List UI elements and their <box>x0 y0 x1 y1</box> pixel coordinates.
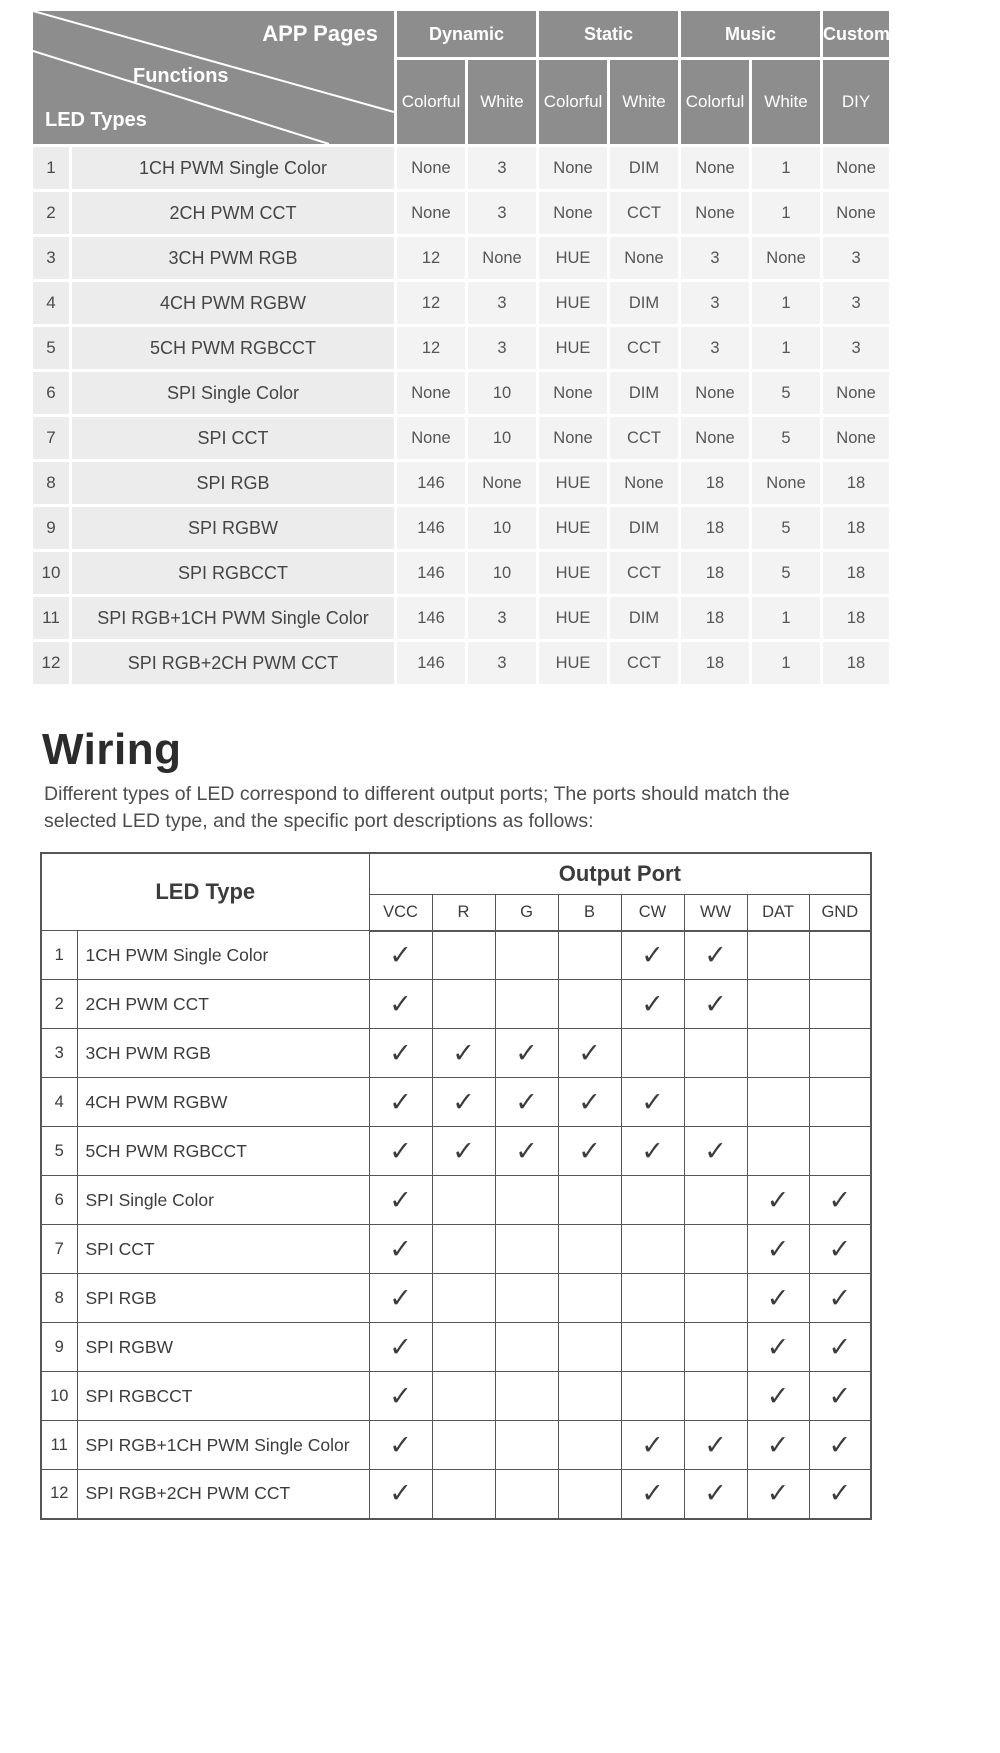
empty-port-cell <box>747 1029 809 1078</box>
led-type-name: SPI Single Color <box>72 372 394 414</box>
wiring-table-row <box>41 931 871 980</box>
empty-port-cell <box>432 1274 495 1323</box>
led-type-name: SPI RGBW <box>72 507 394 549</box>
app-table-row <box>33 462 889 504</box>
check-icon: ✓ <box>369 1470 432 1519</box>
empty-port-cell <box>684 1176 747 1225</box>
empty-port-cell <box>621 1029 684 1078</box>
check-icon: ✓ <box>369 1127 432 1176</box>
app-value-cell: 3 <box>468 192 536 234</box>
led-type-name: 1CH PWM Single Color <box>72 147 394 189</box>
row-number: 7 <box>41 1225 77 1274</box>
empty-port-cell <box>432 931 495 980</box>
app-value-cell: 10 <box>468 372 536 414</box>
check-icon: ✓ <box>369 1421 432 1470</box>
empty-port-cell <box>684 1029 747 1078</box>
empty-port-cell <box>621 1176 684 1225</box>
check-icon: ✓ <box>369 931 432 980</box>
app-value-cell: None <box>823 417 889 459</box>
row-number: 12 <box>33 642 69 684</box>
check-icon: ✓ <box>558 1078 621 1127</box>
app-value-cell: 18 <box>823 552 889 594</box>
app-value-cell: 18 <box>681 507 749 549</box>
check-icon: ✓ <box>809 1372 871 1421</box>
corner-label-led-types: LED Types <box>45 109 147 131</box>
port-header-gnd: GND <box>809 895 871 931</box>
empty-port-cell <box>432 980 495 1029</box>
app-table-row <box>33 282 889 324</box>
subheader-colorful: Colorful <box>681 60 749 144</box>
group-header-dynamic: Dynamic <box>397 11 536 57</box>
led-type-name: 4CH PWM RGBW <box>77 1078 369 1127</box>
check-icon: ✓ <box>369 1029 432 1078</box>
empty-port-cell <box>809 980 871 1029</box>
check-icon: ✓ <box>747 1323 809 1372</box>
led-type-name: SPI RGB <box>72 462 394 504</box>
empty-port-cell <box>558 1274 621 1323</box>
app-value-cell: 3 <box>681 237 749 279</box>
app-table-row <box>33 597 889 639</box>
led-type-name: 1CH PWM Single Color <box>77 931 369 980</box>
app-value-cell: None <box>539 147 607 189</box>
app-value-cell: None <box>610 462 678 504</box>
led-type-name: SPI RGB+2CH PWM CCT <box>72 642 394 684</box>
app-table-body <box>33 147 889 684</box>
app-table-row <box>33 192 889 234</box>
check-icon: ✓ <box>809 1323 871 1372</box>
check-icon: ✓ <box>558 1029 621 1078</box>
row-number: 3 <box>41 1029 77 1078</box>
app-table-row <box>33 237 889 279</box>
led-type-name: SPI RGB <box>77 1274 369 1323</box>
wiring-table-row <box>41 1421 871 1470</box>
check-icon: ✓ <box>621 1078 684 1127</box>
port-header-b: B <box>558 895 621 931</box>
row-number: 5 <box>41 1127 77 1176</box>
app-value-cell: None <box>468 237 536 279</box>
empty-port-cell <box>432 1421 495 1470</box>
port-header-g: G <box>495 895 558 931</box>
check-icon: ✓ <box>432 1078 495 1127</box>
app-value-cell: None <box>752 237 820 279</box>
check-icon: ✓ <box>432 1029 495 1078</box>
app-value-cell: None <box>823 147 889 189</box>
check-icon: ✓ <box>621 1127 684 1176</box>
led-type-name: SPI CCT <box>72 417 394 459</box>
led-type-name: SPI RGB+1CH PWM Single Color <box>72 597 394 639</box>
empty-port-cell <box>495 1176 558 1225</box>
led-type-name: 2CH PWM CCT <box>72 192 394 234</box>
empty-port-cell <box>684 1225 747 1274</box>
row-number: 4 <box>41 1078 77 1127</box>
empty-port-cell <box>747 931 809 980</box>
app-value-cell: None <box>681 192 749 234</box>
wiring-table-body <box>41 931 871 1519</box>
group-header-music: Music <box>681 11 820 57</box>
row-number: 9 <box>41 1323 77 1372</box>
check-icon: ✓ <box>684 931 747 980</box>
app-value-cell: 1 <box>752 192 820 234</box>
wiring-table-row <box>41 1323 871 1372</box>
empty-port-cell <box>747 1078 809 1127</box>
app-value-cell: 18 <box>681 552 749 594</box>
app-value-cell: 18 <box>823 597 889 639</box>
app-value-cell: HUE <box>539 282 607 324</box>
app-value-cell: 3 <box>468 597 536 639</box>
wiring-table-row <box>41 1225 871 1274</box>
check-icon: ✓ <box>369 980 432 1029</box>
app-value-cell: None <box>610 237 678 279</box>
empty-port-cell <box>495 1274 558 1323</box>
empty-port-cell <box>558 1470 621 1519</box>
app-value-cell: 3 <box>823 282 889 324</box>
port-header-vcc: VCC <box>369 895 432 931</box>
empty-port-cell <box>684 1274 747 1323</box>
app-value-cell: DIM <box>610 597 678 639</box>
check-icon: ✓ <box>684 1127 747 1176</box>
wiring-table-row <box>41 1029 871 1078</box>
check-icon: ✓ <box>621 1421 684 1470</box>
app-value-cell: 18 <box>823 462 889 504</box>
empty-port-cell <box>558 1372 621 1421</box>
app-value-cell: None <box>397 147 465 189</box>
app-value-cell: 146 <box>397 642 465 684</box>
app-value-cell: None <box>752 462 820 504</box>
app-value-cell: 12 <box>397 237 465 279</box>
led-type-name: SPI RGB+2CH PWM CCT <box>77 1470 369 1519</box>
led-type-name: 3CH PWM RGB <box>72 237 394 279</box>
app-value-cell: 146 <box>397 597 465 639</box>
check-icon: ✓ <box>621 1470 684 1519</box>
empty-port-cell <box>558 1323 621 1372</box>
app-value-cell: 5 <box>752 417 820 459</box>
check-icon: ✓ <box>495 1078 558 1127</box>
port-header-r: R <box>432 895 495 931</box>
led-type-name: 5CH PWM RGBCCT <box>77 1127 369 1176</box>
app-value-cell: HUE <box>539 237 607 279</box>
check-icon: ✓ <box>747 1274 809 1323</box>
app-value-cell: CCT <box>610 192 678 234</box>
row-number: 10 <box>41 1372 77 1421</box>
group-header-static: Static <box>539 11 678 57</box>
app-value-cell: HUE <box>539 642 607 684</box>
empty-port-cell <box>809 1029 871 1078</box>
check-icon: ✓ <box>747 1470 809 1519</box>
wiring-table-row <box>41 1078 871 1127</box>
empty-port-cell <box>432 1372 495 1421</box>
led-type-name: SPI CCT <box>77 1225 369 1274</box>
empty-port-cell <box>621 1225 684 1274</box>
port-header-cw: CW <box>621 895 684 931</box>
app-value-cell: 10 <box>468 417 536 459</box>
empty-port-cell <box>558 1176 621 1225</box>
app-value-cell: DIM <box>610 372 678 414</box>
app-value-cell: 18 <box>823 507 889 549</box>
check-icon: ✓ <box>369 1372 432 1421</box>
app-value-cell: DIM <box>610 147 678 189</box>
led-type-name: SPI Single Color <box>77 1176 369 1225</box>
check-icon: ✓ <box>369 1225 432 1274</box>
app-value-cell: HUE <box>539 507 607 549</box>
check-icon: ✓ <box>809 1176 871 1225</box>
app-value-cell: None <box>823 372 889 414</box>
app-value-cell: None <box>539 192 607 234</box>
app-value-cell: 3 <box>823 327 889 369</box>
empty-port-cell <box>432 1225 495 1274</box>
app-value-cell: 3 <box>681 282 749 324</box>
wiring-table-row <box>41 1372 871 1421</box>
app-value-cell: None <box>823 192 889 234</box>
wiring-table-row <box>41 1470 871 1519</box>
subheader-white: White <box>468 60 536 144</box>
row-number: 3 <box>33 237 69 279</box>
row-number: 11 <box>33 597 69 639</box>
wiring-table-row <box>41 1176 871 1225</box>
check-icon: ✓ <box>621 931 684 980</box>
app-value-cell: None <box>681 417 749 459</box>
empty-port-cell <box>558 1225 621 1274</box>
row-number: 1 <box>41 931 77 980</box>
empty-port-cell <box>495 931 558 980</box>
empty-port-cell <box>621 1372 684 1421</box>
app-pages-table <box>30 8 892 687</box>
empty-port-cell <box>747 980 809 1029</box>
check-icon: ✓ <box>809 1274 871 1323</box>
app-value-cell: DIM <box>610 507 678 549</box>
app-table-row <box>33 372 889 414</box>
empty-port-cell <box>621 1274 684 1323</box>
check-icon: ✓ <box>495 1127 558 1176</box>
subheader-white: White <box>610 60 678 144</box>
app-value-cell: 10 <box>468 507 536 549</box>
corner-header-cell <box>33 11 394 144</box>
check-icon: ✓ <box>369 1078 432 1127</box>
app-value-cell: 1 <box>752 642 820 684</box>
app-table-row <box>33 552 889 594</box>
app-value-cell: None <box>397 372 465 414</box>
empty-port-cell <box>558 980 621 1029</box>
led-type-name: SPI RGBCCT <box>72 552 394 594</box>
empty-port-cell <box>432 1323 495 1372</box>
app-value-cell: None <box>468 462 536 504</box>
check-icon: ✓ <box>369 1176 432 1225</box>
row-number: 10 <box>33 552 69 594</box>
led-type-name: SPI RGBW <box>77 1323 369 1372</box>
wiring-description: Different types of LED correspond to different output ports; The ports should match the selected LED type, and the specific port descriptions as follows: <box>44 783 790 833</box>
app-value-cell: CCT <box>610 327 678 369</box>
empty-port-cell <box>432 1470 495 1519</box>
subheader-diy: DIY <box>823 60 889 144</box>
empty-port-cell <box>495 1372 558 1421</box>
row-number: 7 <box>33 417 69 459</box>
row-number: 2 <box>33 192 69 234</box>
empty-port-cell <box>558 1421 621 1470</box>
check-icon: ✓ <box>809 1421 871 1470</box>
app-value-cell: 18 <box>681 462 749 504</box>
check-icon: ✓ <box>369 1323 432 1372</box>
check-icon: ✓ <box>495 1029 558 1078</box>
app-value-cell: 3 <box>468 327 536 369</box>
subheader-white: White <box>752 60 820 144</box>
app-value-cell: 5 <box>752 372 820 414</box>
app-value-cell: 146 <box>397 507 465 549</box>
corner-label-functions: Functions <box>133 65 229 87</box>
app-value-cell: 18 <box>681 642 749 684</box>
empty-port-cell <box>495 1470 558 1519</box>
app-value-cell: CCT <box>610 417 678 459</box>
wiring-table-row <box>41 1274 871 1323</box>
empty-port-cell <box>495 1225 558 1274</box>
app-table-row <box>33 417 889 459</box>
app-value-cell: None <box>539 372 607 414</box>
empty-port-cell <box>684 1323 747 1372</box>
led-type-name: SPI RGBCCT <box>77 1372 369 1421</box>
app-value-cell: 18 <box>681 597 749 639</box>
check-icon: ✓ <box>558 1127 621 1176</box>
app-value-cell: 3 <box>468 147 536 189</box>
check-icon: ✓ <box>432 1127 495 1176</box>
wiring-section-title: Wiring <box>42 725 182 774</box>
group-header-custom: Custom <box>823 11 889 57</box>
check-icon: ✓ <box>621 980 684 1029</box>
app-value-cell: None <box>539 417 607 459</box>
wiring-table-row <box>41 980 871 1029</box>
subheader-colorful: Colorful <box>539 60 607 144</box>
app-value-cell: 1 <box>752 327 820 369</box>
empty-port-cell <box>558 931 621 980</box>
corner-label-app-pages: APP Pages <box>262 21 378 46</box>
app-value-cell: HUE <box>539 552 607 594</box>
empty-port-cell <box>809 1078 871 1127</box>
app-value-cell: 5 <box>752 507 820 549</box>
app-value-cell: 146 <box>397 462 465 504</box>
empty-port-cell <box>809 931 871 980</box>
app-value-cell: 10 <box>468 552 536 594</box>
app-value-cell: 1 <box>752 597 820 639</box>
row-number: 5 <box>33 327 69 369</box>
app-table-row <box>33 507 889 549</box>
app-value-cell: 3 <box>468 642 536 684</box>
app-value-cell: CCT <box>610 642 678 684</box>
app-table-row <box>33 642 889 684</box>
row-number: 1 <box>33 147 69 189</box>
empty-port-cell <box>809 1127 871 1176</box>
empty-port-cell <box>432 1176 495 1225</box>
led-type-header: LED Type <box>41 853 369 931</box>
check-icon: ✓ <box>809 1225 871 1274</box>
row-number: 6 <box>33 372 69 414</box>
row-number: 9 <box>33 507 69 549</box>
check-icon: ✓ <box>684 1421 747 1470</box>
output-port-header: Output Port <box>369 853 871 895</box>
app-value-cell: 3 <box>823 237 889 279</box>
wiring-table-row <box>41 1127 871 1176</box>
port-header-ww: WW <box>684 895 747 931</box>
app-value-cell: 146 <box>397 552 465 594</box>
app-value-cell: HUE <box>539 327 607 369</box>
port-header-dat: DAT <box>747 895 809 931</box>
empty-port-cell <box>621 1323 684 1372</box>
empty-port-cell <box>747 1127 809 1176</box>
check-icon: ✓ <box>684 1470 747 1519</box>
check-icon: ✓ <box>747 1421 809 1470</box>
row-number: 12 <box>41 1470 77 1519</box>
app-table-row <box>33 147 889 189</box>
app-value-cell: 18 <box>823 642 889 684</box>
app-value-cell: 12 <box>397 282 465 324</box>
app-value-cell: HUE <box>539 597 607 639</box>
app-value-cell: 3 <box>681 327 749 369</box>
check-icon: ✓ <box>684 980 747 1029</box>
app-value-cell: None <box>681 147 749 189</box>
row-number: 6 <box>41 1176 77 1225</box>
app-value-cell: None <box>397 192 465 234</box>
subheader-colorful: Colorful <box>397 60 465 144</box>
row-number: 8 <box>33 462 69 504</box>
row-number: 8 <box>41 1274 77 1323</box>
app-value-cell: 5 <box>752 552 820 594</box>
row-number: 11 <box>41 1421 77 1470</box>
app-value-cell: 1 <box>752 147 820 189</box>
app-table-row <box>33 327 889 369</box>
empty-port-cell <box>495 1421 558 1470</box>
app-value-cell: CCT <box>610 552 678 594</box>
app-value-cell: None <box>397 417 465 459</box>
app-value-cell: HUE <box>539 462 607 504</box>
check-icon: ✓ <box>369 1274 432 1323</box>
app-value-cell: 3 <box>468 282 536 324</box>
check-icon: ✓ <box>747 1372 809 1421</box>
empty-port-cell <box>495 1323 558 1372</box>
app-value-cell: 1 <box>752 282 820 324</box>
empty-port-cell <box>684 1078 747 1127</box>
check-icon: ✓ <box>809 1470 871 1519</box>
app-value-cell: 12 <box>397 327 465 369</box>
wiring-table <box>40 852 872 1520</box>
led-type-name: 2CH PWM CCT <box>77 980 369 1029</box>
empty-port-cell <box>495 980 558 1029</box>
led-type-name: 5CH PWM RGBCCT <box>72 327 394 369</box>
led-type-name: 3CH PWM RGB <box>77 1029 369 1078</box>
empty-port-cell <box>684 1372 747 1421</box>
check-icon: ✓ <box>747 1176 809 1225</box>
check-icon: ✓ <box>747 1225 809 1274</box>
app-value-cell: None <box>681 372 749 414</box>
app-value-cell: DIM <box>610 282 678 324</box>
row-number: 4 <box>33 282 69 324</box>
led-type-name: SPI RGB+1CH PWM Single Color <box>77 1421 369 1470</box>
row-number: 2 <box>41 980 77 1029</box>
led-type-name: 4CH PWM RGBW <box>72 282 394 324</box>
